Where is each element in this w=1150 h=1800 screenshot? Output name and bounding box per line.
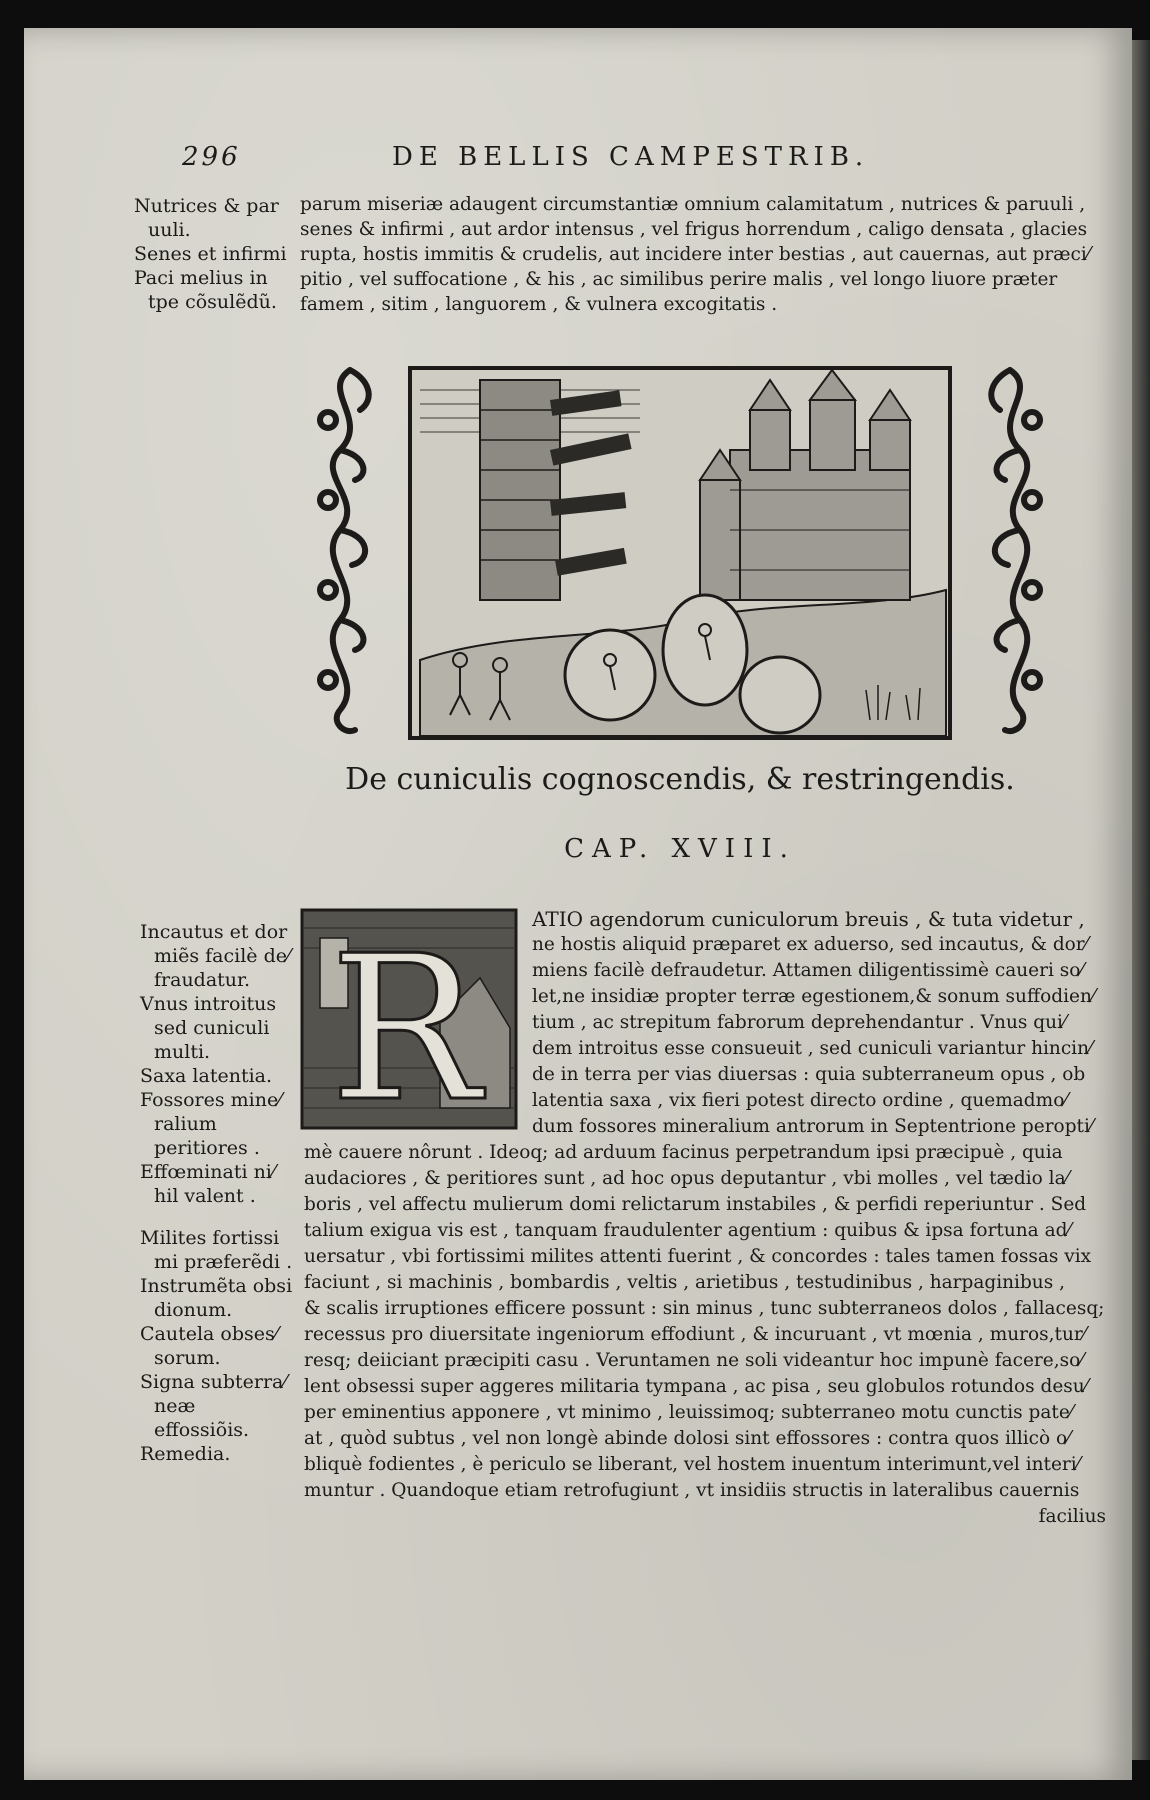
text-line: boris , vel affectu mulierum domi relictarum instabiles , & perfidi reperiuntur . Sed (304, 1194, 1087, 1215)
margin-note-line: uuli. (148, 219, 191, 241)
text-line: ne hostis aliquid præparet ex aduerso, sed incautus, & dor⁄ (532, 934, 1088, 955)
side-note-line: Cautela obses⁄ (140, 1323, 278, 1345)
side-note-line: Signa subterra⁄ (140, 1371, 287, 1393)
body-text-full (304, 1140, 1106, 1530)
side-note-line: sed cuniculi (154, 1017, 270, 1039)
margin-note-line: Nutrices & par (134, 195, 279, 217)
top-margin-notes (134, 194, 292, 314)
side-note-line: multi. (154, 1041, 211, 1063)
text-line: & scalis irruptiones efficere possunt : sin minus , tunc subterraneos dolos , fallacesq; (304, 1298, 1105, 1319)
text-line: pitio , vel suffocatione , & his , ac similibus perire malis , vel longo liuore præter (300, 269, 1058, 290)
text-line: senes & infirmi , aut ardor intensus , vel frigus horrendum , caligo densata , glacies (300, 219, 1088, 240)
margin-note-line: Senes et infirmi (134, 243, 287, 265)
text-line: faciunt , si machinis , bombardis , veltis , arietibus , testudinibus , harpaginibus , (304, 1272, 1065, 1293)
side-note-line: Effœminati ni⁄ (140, 1161, 276, 1183)
text-line: let,ne insidiæ propter terræ egestionem,& sonum suffodien⁄ (532, 986, 1095, 1007)
text-line: miens facilè defraudetur. Attamen diligentissimè caueri so⁄ (532, 960, 1084, 981)
side-note-line: mi præferẽdi . (154, 1251, 293, 1273)
svg-text:R: R (329, 913, 481, 1130)
text-line: tium , ac strepitum fabrorum deprehendantur . Vnus qui⁄ (532, 1012, 1067, 1033)
text-line: de in terra per vias diuersas : quia subterraneum opus , ob (532, 1064, 1086, 1085)
side-note-line: Fossores mine⁄ (140, 1089, 282, 1111)
side-note-line: neæ effossiõis. (154, 1395, 250, 1441)
siege-scene (410, 368, 950, 738)
text-line: per eminentius apponere , vt minimo , leuissimoq; subterraneo motu cunctis pate⁄ (304, 1402, 1073, 1423)
page-edge-shadow (1132, 40, 1150, 1760)
text-line: recessus pro diuersitate ingeniorum effodiunt , & incuruant , vt mœnia , muros,tur⁄ (304, 1324, 1086, 1345)
chapter-heading: CAP. XVIII. (564, 834, 796, 864)
side-note-line: Saxa latentia. (140, 1065, 273, 1087)
side-note-line: Milites fortissi (140, 1227, 280, 1249)
right-ornament (991, 370, 1040, 731)
text-line: famem , sitim , languorem , & vulnera excogitatis . (300, 294, 778, 315)
side-notes (140, 920, 296, 1466)
side-note (140, 1088, 296, 1160)
text-line: lent obsessi super aggeres militaria tympana , ac pisa , seu globulos rotundos desu⁄ (304, 1376, 1088, 1397)
side-note-line: sorum. (154, 1347, 221, 1369)
text-line: audaciores , & peritiores sunt , ad hoc opus deputantur , vbi molles , vel tædio la⁄ (304, 1168, 1069, 1189)
side-note (140, 1370, 296, 1442)
body-text-beside-initial (532, 906, 1106, 1140)
margin-note-line: Paci melius in (134, 267, 268, 289)
side-note-line: ralium peritiores . (154, 1113, 260, 1159)
text-line: parum miseriæ adaugent circumstantiæ omnium calamitatum , nutrices & paruuli , (300, 194, 1086, 215)
margin-note-line: tpe cõsulẽdũ. (148, 291, 277, 313)
figure-caption: De cuniculis cognoscendis, & restringendis. (345, 762, 1015, 797)
text-line: dem introitus esse consueuit , sed cuniculi variantur hincin⁄ (532, 1038, 1093, 1059)
side-note (140, 1442, 296, 1466)
side-note (140, 1226, 296, 1274)
text-line: mè cauere nôrunt . Ideoq; ad arduum facinus perpetrandum ipsi præcipuè , quia (304, 1142, 1063, 1163)
running-title: DE BELLIS CAMPESTRIB. (392, 142, 870, 172)
side-note-line: Remedia. (140, 1443, 231, 1465)
side-note-line: Incautus et dor (140, 921, 288, 943)
side-note-line: Vnus introitus (140, 993, 277, 1015)
side-note-line: miẽs facilè de⁄ (154, 945, 291, 967)
left-ornament (320, 370, 369, 731)
text-line: latentia saxa , vix fieri potest directo ordine , quemadmo⁄ (532, 1090, 1068, 1111)
side-note (140, 1064, 296, 1088)
page-number: 296 (182, 142, 241, 172)
text-line: uersatur , vbi fortissimi milites attenti fuerint , & concordes : tales tamen fossas vix (304, 1246, 1092, 1267)
side-note (140, 920, 296, 992)
text-line: muntur . Quandoque etiam retrofugiunt , vt insidiis structis in lateralibus cauernis (304, 1480, 1080, 1501)
catchword: facilius (1038, 1506, 1106, 1527)
side-note (140, 1322, 296, 1370)
text-line: talium exigua vis est , tanquam fraudulenter agentium : quibus & ipsa fortuna ad⁄ (304, 1220, 1071, 1241)
decorated-initial-R (300, 908, 518, 1130)
side-note-line: fraudatur. (154, 969, 251, 991)
text-line: resq; deiiciant præcipiti casu . Veruntamen ne soli videantur hoc impunè facere,so⁄ (304, 1350, 1084, 1371)
page-header (182, 142, 1122, 178)
side-note-line: dionum. (154, 1299, 233, 1321)
text-line: bliquè fodientes , è periculo se liberant, vel hostem inuentum interimunt,vel interi⁄ (304, 1454, 1080, 1475)
text-line: dum fossores mineralium antrorum in Septentrione peropti⁄ (532, 1116, 1093, 1137)
text-line: rupta, hostis immitis & crudelis, aut incidere inter bestias , aut cauernas, aut præci⁄ (300, 244, 1090, 265)
side-note (140, 992, 296, 1064)
side-note (140, 1160, 296, 1208)
side-note-line: Instrumẽta obsi (140, 1275, 293, 1297)
side-note (140, 1274, 296, 1322)
text-line: at , quòd subtus , vel non longè abinde dolosi sint effossores : contra quos illicò o⁄ (304, 1428, 1071, 1449)
text-line: ATIO agendorum cuniculorum breuis , & tuta videtur , (532, 907, 1085, 931)
top-text-block (300, 192, 1106, 317)
side-note-line: hil valent . (154, 1185, 256, 1207)
woodcut-illustration (310, 360, 1050, 745)
